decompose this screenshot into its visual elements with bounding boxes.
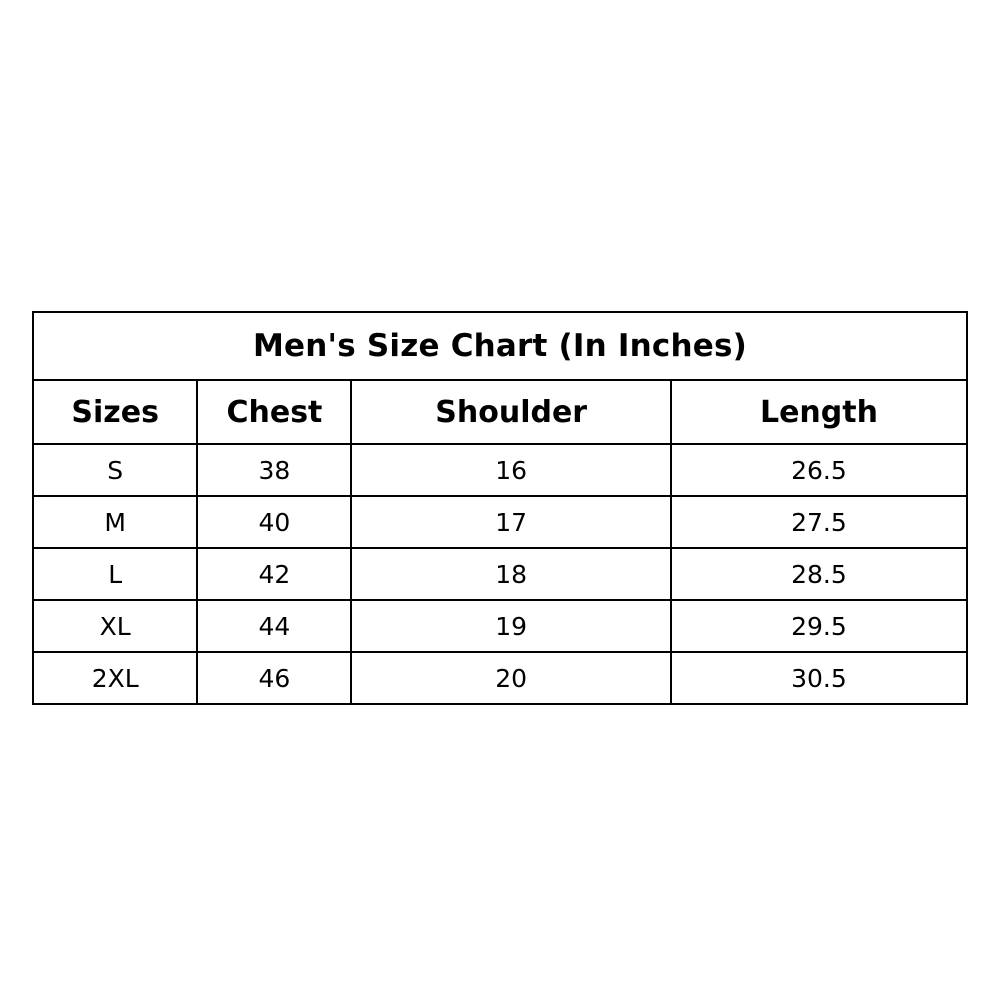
cell-chest: 42 <box>197 548 351 600</box>
table-row <box>33 548 967 600</box>
table-row <box>33 600 967 652</box>
size-chart-table <box>32 311 968 705</box>
cell-length: 30.5 <box>671 652 967 704</box>
size-chart-container <box>32 311 968 705</box>
table-row <box>33 496 967 548</box>
cell-length: 26.5 <box>671 444 967 496</box>
column-header-chest: Chest <box>197 380 351 444</box>
cell-length: 28.5 <box>671 548 967 600</box>
cell-shoulder: 20 <box>351 652 670 704</box>
column-header-shoulder: Shoulder <box>351 380 670 444</box>
column-header-sizes: Sizes <box>33 380 197 444</box>
cell-chest: 40 <box>197 496 351 548</box>
cell-length: 27.5 <box>671 496 967 548</box>
cell-shoulder: 18 <box>351 548 670 600</box>
cell-chest: 46 <box>197 652 351 704</box>
cell-chest: 44 <box>197 600 351 652</box>
cell-shoulder: 19 <box>351 600 670 652</box>
table-header-row <box>33 380 967 444</box>
chart-title: Men's Size Chart (In Inches) <box>33 312 967 380</box>
cell-shoulder: 17 <box>351 496 670 548</box>
column-header-length: Length <box>671 380 967 444</box>
cell-size: S <box>33 444 197 496</box>
table-row <box>33 444 967 496</box>
cell-shoulder: 16 <box>351 444 670 496</box>
cell-size: M <box>33 496 197 548</box>
cell-size: L <box>33 548 197 600</box>
cell-length: 29.5 <box>671 600 967 652</box>
cell-chest: 38 <box>197 444 351 496</box>
table-title-row <box>33 312 967 380</box>
cell-size: 2XL <box>33 652 197 704</box>
table-row <box>33 652 967 704</box>
cell-size: XL <box>33 600 197 652</box>
